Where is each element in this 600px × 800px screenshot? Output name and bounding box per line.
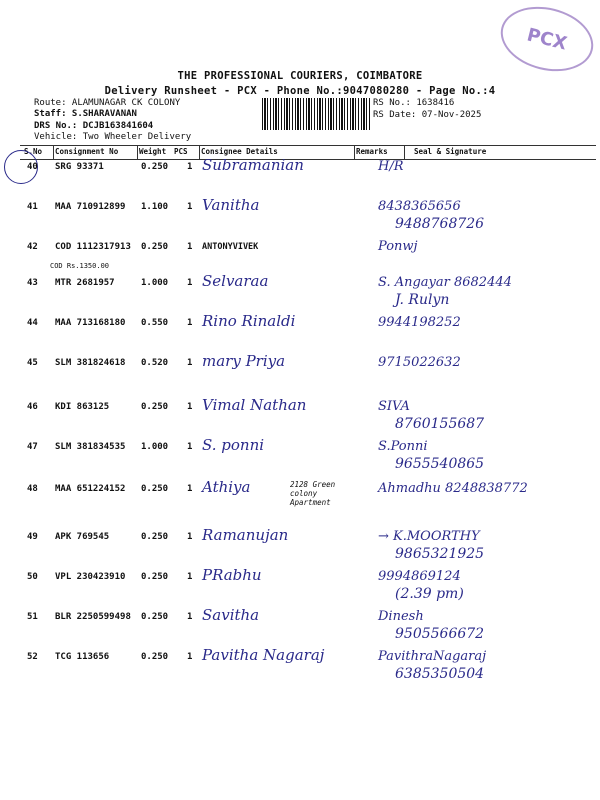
staff-info: Staff: S.SHARAVANAN: [34, 109, 137, 119]
serial-number: 50: [27, 572, 38, 582]
weight-value: 0.250: [141, 652, 169, 662]
vehicle-info: Vehicle: Two Wheeler Delivery: [34, 132, 192, 142]
pieces-count: 1: [187, 532, 193, 542]
table-row: [20, 314, 596, 354]
signature: H/R: [378, 159, 404, 174]
consignment-number: APK 769545: [55, 532, 110, 542]
serial-number: 41: [27, 202, 38, 212]
signature-phone: 9655540865: [395, 456, 485, 472]
signature: 9944198252: [378, 315, 461, 330]
serial-number: 52: [27, 652, 38, 662]
table-row: [20, 398, 596, 438]
signature: Ahmadhu 8248838772: [378, 481, 528, 496]
consignee-name: Subramanian: [202, 156, 304, 174]
pcx-stamp: PCX: [494, 0, 600, 80]
consignment-number: MTR 2681957: [55, 278, 115, 288]
signature-phone: 8760155687: [395, 416, 485, 432]
pieces-count: 1: [187, 202, 193, 212]
consignee-name: ANTONYVIVEK: [202, 242, 259, 252]
signature: → K.MOORTHY: [378, 529, 480, 544]
consignment-number: COD 1112317913: [55, 242, 131, 252]
signature: 9994869124: [378, 569, 461, 584]
serial-number: 42: [27, 242, 38, 252]
signature: PavithraNagaraj: [378, 649, 487, 664]
pieces-count: 1: [187, 162, 193, 172]
route-info: Route: ALAMUNAGAR CK COLONY: [34, 98, 181, 108]
pieces-count: 1: [187, 572, 193, 582]
address-note: 2128 Green colony Apartment: [290, 480, 336, 507]
consignee-name: S. ponni: [202, 436, 265, 454]
table-row: [20, 274, 596, 314]
consignment-number: SLM 381834535: [55, 442, 126, 452]
table-row: [20, 480, 596, 520]
weight-value: 0.520: [141, 358, 169, 368]
consignee-name: Vanitha: [202, 196, 260, 214]
col-weight: Weight: [139, 147, 167, 156]
signature: Ponwj: [378, 239, 418, 254]
consignment-number: KDI 863125: [55, 402, 110, 412]
consignee-name: Pavitha Nagaraj: [202, 646, 325, 664]
pieces-count: 1: [187, 402, 193, 412]
signature-phone: 9865321925: [395, 546, 485, 562]
col-pcs: PCS: [174, 147, 188, 156]
table-row: [20, 238, 596, 278]
table-row: [20, 568, 596, 608]
col-sno: S.No: [24, 147, 43, 156]
signature: SIVA: [378, 399, 410, 414]
serial-number: 51: [27, 612, 38, 622]
signature-phone: 6385350504: [395, 666, 485, 682]
weight-value: 1.000: [141, 278, 169, 288]
weight-value: 0.250: [141, 402, 169, 412]
table-row: [20, 198, 596, 238]
table-row: [20, 648, 596, 688]
pieces-count: 1: [187, 358, 193, 368]
barcode: [262, 98, 370, 130]
runsheet-subtitle: Delivery Runsheet - PCX - Phone No.:9047080280 - Page No.:4: [104, 85, 496, 97]
table-row: [20, 158, 596, 198]
signature: Dinesh: [378, 609, 424, 624]
consignment-number: VPL 230423910: [55, 572, 126, 582]
signature: S. Angayar 8682444: [378, 275, 512, 290]
drs-info: DRS No.: DCJB163841604: [34, 121, 154, 131]
col-consignee: Consignee Details: [201, 147, 278, 156]
serial-number: 45: [27, 358, 38, 368]
serial-number: 43: [27, 278, 38, 288]
consignee-name: Ramanujan: [202, 526, 289, 544]
header-top-line: [20, 145, 596, 146]
serial-number: 40: [27, 162, 38, 172]
pieces-count: 1: [187, 652, 193, 662]
consignee-name: Vimal Nathan: [202, 396, 307, 414]
consignee-name: Athiya: [202, 478, 251, 496]
pieces-count: 1: [187, 442, 193, 452]
signature: 9715022632: [378, 355, 461, 370]
rs-number: RS No.: 1638416: [373, 98, 455, 108]
pieces-count: 1: [187, 278, 193, 288]
consignment-number: MAA 651224152: [55, 484, 126, 494]
serial-number: 47: [27, 442, 38, 452]
signature-phone: 9488768726: [395, 216, 485, 232]
table-row: [20, 438, 596, 478]
consignment-number: SLM 381824618: [55, 358, 126, 368]
signature: 8438365656: [378, 199, 461, 214]
consignee-name: Selvaraa: [202, 272, 269, 290]
consignment-number: MAA 713168180: [55, 318, 126, 328]
weight-value: 1.100: [141, 202, 169, 212]
table-row: [20, 354, 596, 394]
serial-number: 49: [27, 532, 38, 542]
weight-value: 0.550: [141, 318, 169, 328]
consignment-number: BLR 2250599498: [55, 612, 131, 622]
consignee-name: Savitha: [202, 606, 260, 624]
pieces-count: 1: [187, 242, 193, 252]
consignment-number: SRG 93371: [55, 162, 104, 172]
pieces-count: 1: [187, 484, 193, 494]
company-title: THE PROFESSIONAL COURIERS, COIMBATORE: [177, 70, 423, 82]
weight-value: 0.250: [141, 532, 169, 542]
col-seal: Seal & Signature: [414, 147, 487, 156]
serial-number: 44: [27, 318, 38, 328]
weight-value: 1.000: [141, 442, 169, 452]
weight-value: 0.250: [141, 612, 169, 622]
consignment-number: MAA 710912899: [55, 202, 126, 212]
weight-value: 0.250: [141, 162, 169, 172]
rs-date: RS Date: 07-Nov-2025: [373, 110, 482, 120]
table-row: [20, 528, 596, 568]
signature-phone: J. Rulyn: [395, 292, 450, 308]
consignment-number: TCG 113656: [55, 652, 110, 662]
serial-number: 46: [27, 402, 38, 412]
weight-value: 0.250: [141, 242, 169, 252]
weight-value: 0.250: [141, 572, 169, 582]
col-consignment: Consignment No: [55, 147, 119, 156]
pieces-count: 1: [187, 318, 193, 328]
weight-value: 0.250: [141, 484, 169, 494]
table-row: [20, 608, 596, 648]
pieces-count: 1: [187, 612, 193, 622]
signature-phone: 9505566672: [395, 626, 485, 642]
consignee-name: PRabhu: [202, 566, 262, 584]
cod-amount: COD Rs.1350.00: [50, 262, 110, 270]
consignee-name: Rino Rinaldi: [202, 312, 296, 330]
serial-number: 48: [27, 484, 38, 494]
signature: S.Ponni: [378, 439, 428, 454]
consignee-name: mary Priya: [202, 352, 286, 370]
signature-phone: (2.39 pm): [395, 586, 464, 602]
col-remarks: Remarks: [356, 147, 388, 156]
